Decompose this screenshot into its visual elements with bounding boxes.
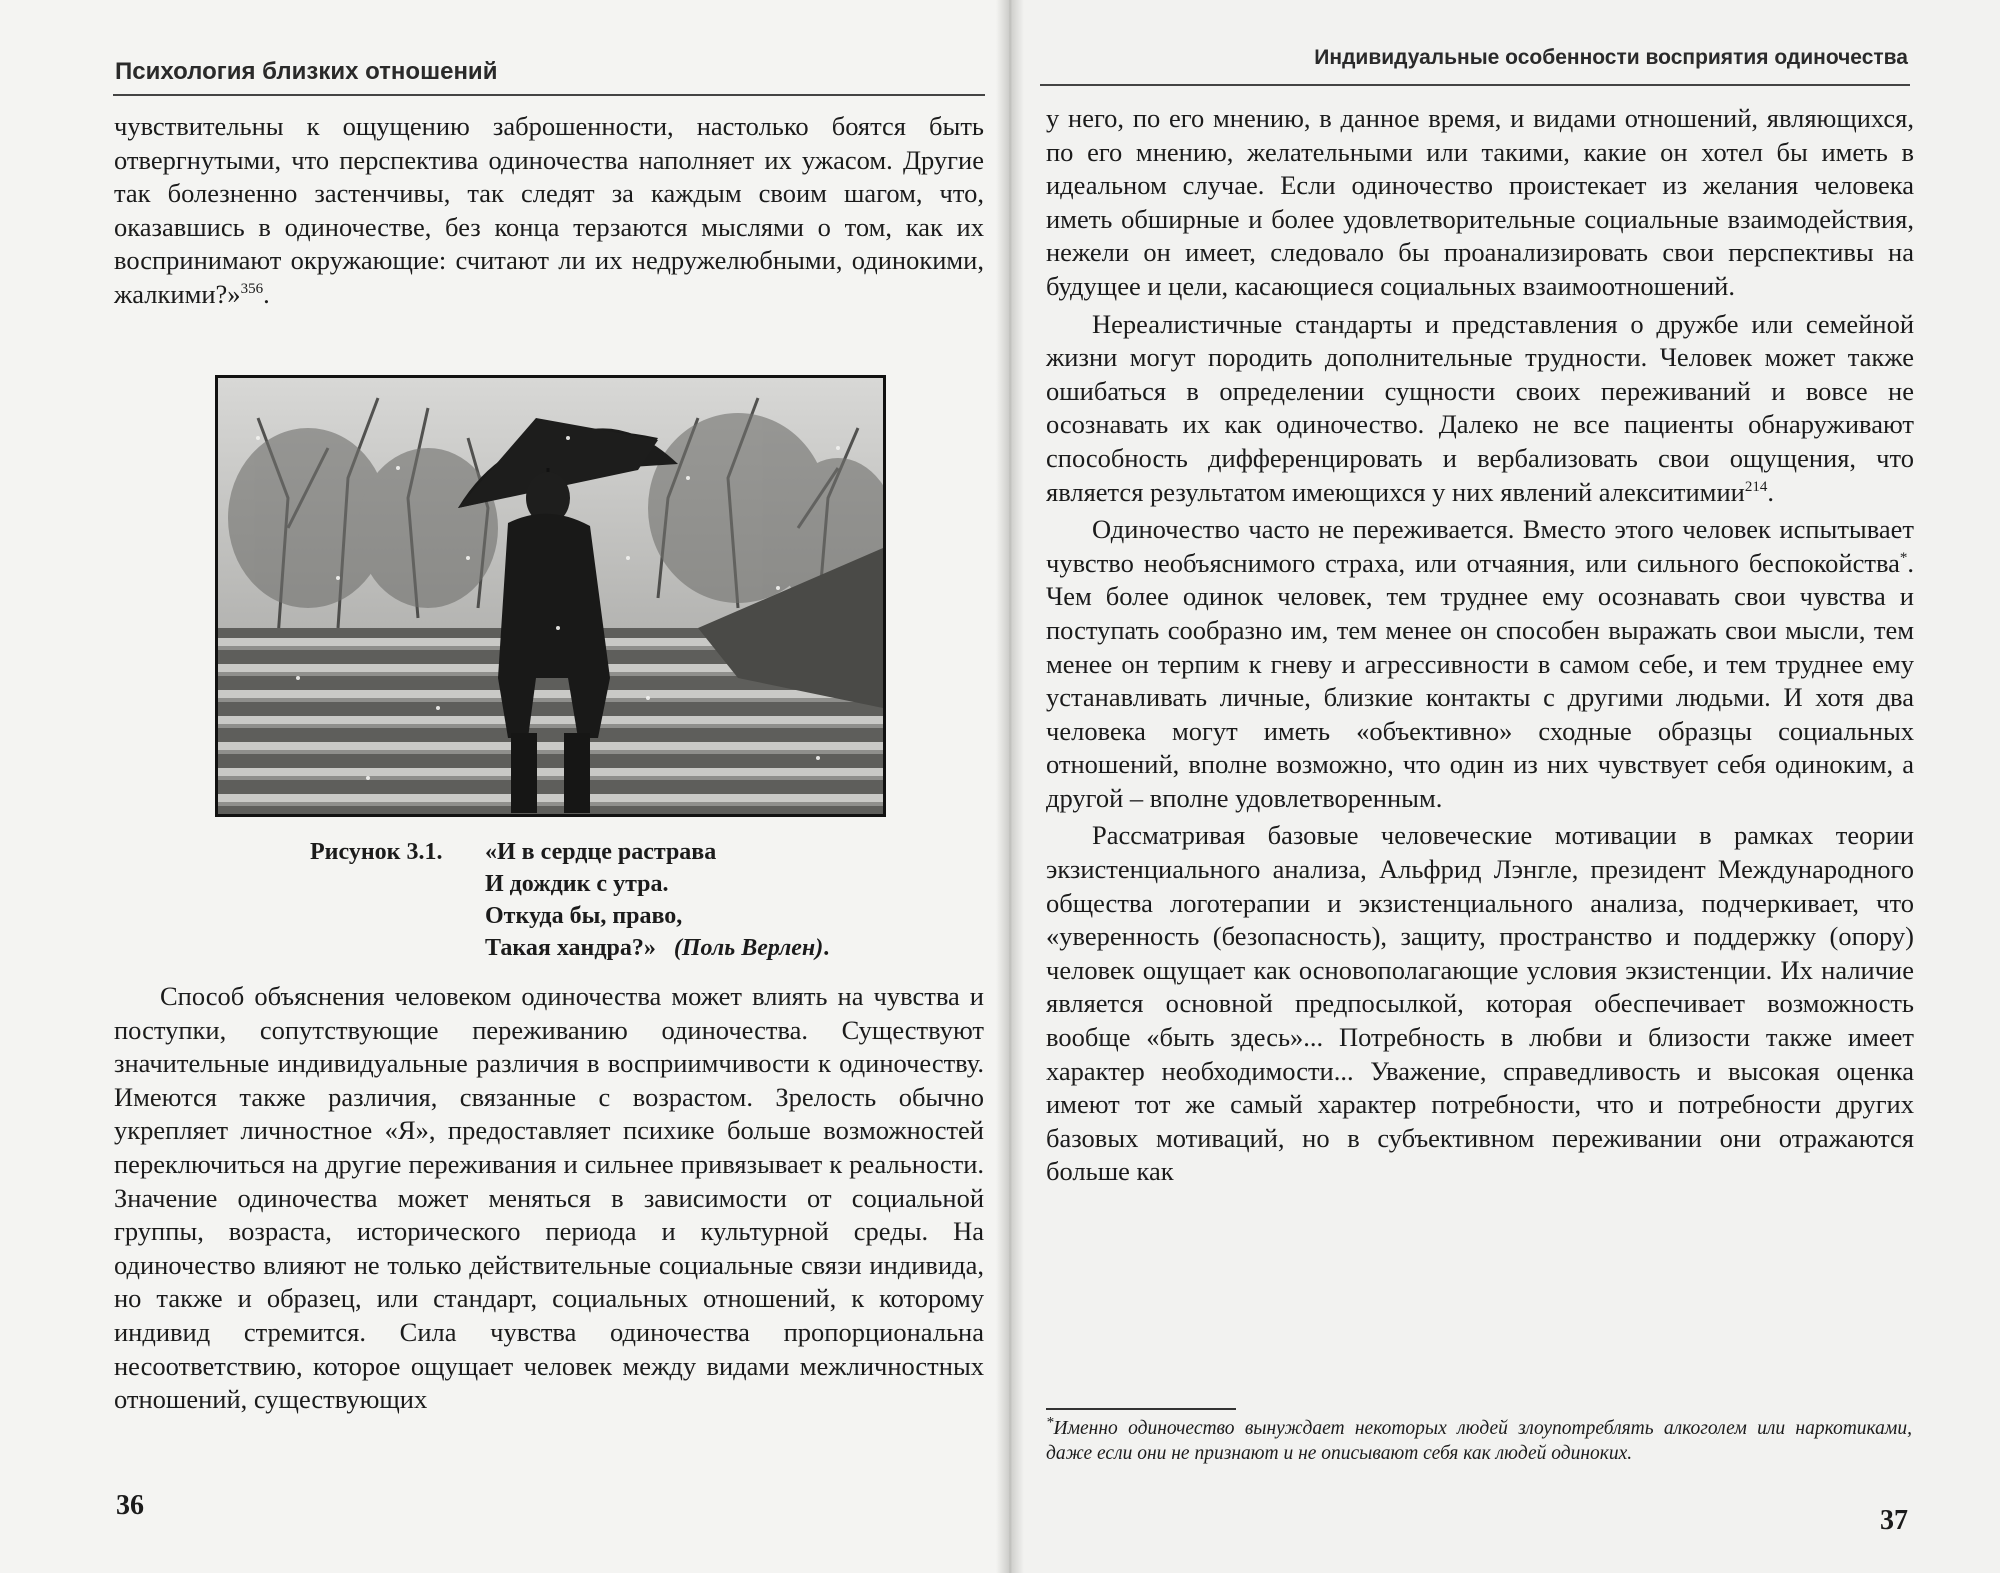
page-number-left: 36 bbox=[116, 1490, 144, 1521]
photo-illustration bbox=[218, 378, 883, 814]
figure-verse bbox=[485, 836, 829, 964]
figure-label: Рисунок 3.1. bbox=[310, 839, 443, 865]
running-head-right: Индивидуальные особенности восприятия одиночества bbox=[1314, 46, 1908, 69]
header-rule-left bbox=[113, 94, 985, 96]
left-top-text bbox=[114, 110, 984, 312]
paragraph: у него, по его мнению, в данное время, и видами отношений, являющихся, по его мнению, желательными или такими, какие он хотел бы иметь в идеальном случае. Если одиночество проистекает из желания человека иметь обширные и более удовлетворительные социальные взаимодействия, нежели он имеет, следовало бы проанализировать свои перспективы на будущее и цели, касающиеся социальных взаимоотношений. bbox=[1046, 103, 1914, 301]
verse-line: И дождик с утра. bbox=[485, 871, 669, 897]
header-rule-right bbox=[1040, 84, 1910, 86]
footnote-rule bbox=[1046, 1408, 1236, 1410]
paragraph: Нереалистичные стандарты и представления о дружбе или семейной жизни могут породить дополнительные трудности. Человек может также ошибаться в определении сущности своих переживаний и вовсе не осознавать их как одиночество. Далеко не все пациенты обнаруживают способность дифференцировать и вербализовать свои ощущения, что является результатом имеющихся у них явлений алекситимии$^{214}$. bbox=[1046, 308, 1914, 507]
running-head-left: Психология близких отношений bbox=[115, 58, 498, 85]
paragraph: Рассматривая базовые человеческие мотивации в рамках теории экзистенциального анализа, Альфрид Лэнгле, президент Международного общества логотерапии и экзистенциального анализа, подчеркивает, что «уверенность (безопасность), защиту, пространство и поддержку (опору) человек ощущает как основополагающие условия экзистенции. Их наличие является основной предпосылкой, которая обеспечивает возможность вообще «быть здесь»... Потребность в любви и близости также имеет характер необходимости... Уважение, справедливость и высокая оценка имеют тот же самый характер потребности, что и потребности других базовых мотиваций, но в субъективном переживании они отражаются больше как bbox=[1046, 820, 1914, 1187]
verse-line: «И в сердце растрава bbox=[485, 839, 717, 865]
book-gutter bbox=[996, 0, 1024, 1573]
verse-author: (Поль Верлен) bbox=[673, 935, 824, 961]
right-text bbox=[1046, 102, 1914, 1193]
footnote: *Именно одиночество вынуждает некоторых людей злоупотреблять алкоголем или наркотиками, даже если они не признают и не описывают себя как людей одиноких. bbox=[1046, 1414, 1912, 1464]
left-bottom-text bbox=[114, 980, 984, 1417]
footnote-mark: * bbox=[1899, 549, 1908, 566]
footnote-ref: 214 bbox=[1744, 478, 1768, 495]
verse-line-last: Такая хандра?» (Поль Верлен). bbox=[485, 935, 830, 961]
paragraph: Способ объяснения человеком одиночества может влиять на чувства и поступки, сопутствующие переживанию одиночества. Существуют значительные индивидуальные различия в восприимчивости к одиночеству. Имеются также различия, связанные с возрастом. Зрелость обычно укрепляет личностное «Я», предоставляет психике больше возможностей переключиться на другие переживания и сильнее привязывает к реальности. Значение одиночества может меняться в зависимости от социальной группы, возраста, исторического периода и культурной среды. На одиночество влияют не только действительные социальные связи индивида, но также и образец, или стандарт, социальных отношений, к которому индивид стремится. Сила чувства одиночества пропорциональна несоответствию, которое ощущает человек между видами межличностных отношений, существующих bbox=[114, 981, 984, 1415]
verse-line: Откуда бы, право, bbox=[485, 903, 683, 929]
right-page bbox=[1010, 0, 2000, 1573]
paragraph: Одиночество часто не переживается. Вместо этого человек испытывает чувство необъяснимого страха, или отчаяния, или сильного беспокойства*. Чем более одинок человек, тем труднее ему осознавать свои чувства и поступать сообразно им, тем менее он способен выражать свои мысли, тем менее он терпим к гневу и агрессивности в самом себе, и тем труднее ему устанавливать личные, близкие контакты с другими людьми. И хотя два человека могут иметь «объективно» сходные образцы социальных отношений, вполне возможно, что один из них чувствует себя одиноким, а другой – вполне удовлетворенным. bbox=[1046, 514, 1914, 813]
page-number-right: 37 bbox=[1880, 1505, 1908, 1536]
figure-man-with-umbrella bbox=[215, 375, 886, 817]
paragraph: чувствительны к ощущению заброшенности, настолько боятся быть отвергнутыми, что перспектива одиночества наполняет их ужасом. Другие так болезненно застенчивы, так следят за каждым своим шагом, что, оказавшись в одиночестве, без конца терзаются мыслями о том, как их воспринимают окружающие: считают ли их недружелюбными, одинокими, жалкими?»$^{356}$. bbox=[114, 111, 984, 309]
footnote-ref: 356 bbox=[240, 281, 264, 298]
